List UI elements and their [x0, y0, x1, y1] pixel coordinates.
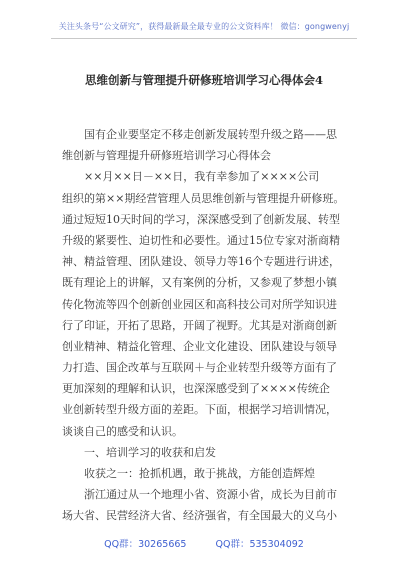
body-text-line: 谈谈自己的感受和认识。: [62, 424, 183, 438]
header-banner: 关注头条号“公文研究”，获得最新最全最专业的公文资料库！ 微信：gongwenyj: [58, 22, 350, 31]
document-body: [62, 124, 352, 527]
footer-qq-group-1: QQ群：30265665: [104, 539, 187, 550]
body-text-line: 组织的第××期经营管理人员思维创新与管理提升研修班。: [62, 191, 345, 205]
body-text-line: 力打造、国企改革与互联网＋与企业转型升级等方面有了: [62, 361, 337, 375]
document-title: 思维创新与管理提升研修班培训学习心得体会4: [85, 73, 323, 87]
body-text-line: 传化物流等四个创新创业园区和高科技公司对所学知识进: [62, 297, 337, 311]
body-text-line: 行了印证，开拓了思路，开阔了视野。尤其是对浙商创新: [62, 318, 337, 332]
footer-qq-group-2: QQ群：535304092: [215, 539, 304, 550]
body-text-line: 神、精益管理、团队建设、领导力等16个专题进行讲述，: [62, 255, 340, 269]
body-text-line: 更加深刻的理解和认识，也深深感受到了××××传统企: [62, 382, 330, 396]
body-text-line: 既有理论上的讲解，又有案例的分析，又参观了梦想小镇: [62, 276, 337, 290]
body-text-line: 通过短短10天时间的学习，深深感受到了创新发展、转型: [62, 212, 340, 226]
body-text-line: 国有企业要坚定不移走创新发展转型升级之路——思: [84, 128, 337, 141]
body-text-line: 维创新与管理提升研修班培训学习心得体会: [62, 149, 271, 163]
body-text-line: 一、培训学习的收获和启发: [84, 445, 216, 459]
body-text-line: 业创新转型升级方面的差距。下面，根据学习培训情况，: [62, 403, 337, 417]
body-text-line: 创业精神、精益化管理、企业文化建设、团队建设与领导: [62, 339, 337, 353]
body-text-line: 收获之一：抢抓机遇，敢于挑战，方能创造辉煌: [84, 467, 315, 480]
body-text-line: ××月××日－××日，我有幸参加了××××公司: [84, 170, 320, 184]
body-text-line: 浙江通过从一个地理小省、资源小省，成长为目前市: [84, 488, 337, 502]
body-text-line: 场大省、民营经济大省、经济强省，有全国最大的义乌小: [62, 509, 337, 523]
header-divider: [51, 38, 357, 39]
body-text-line: 升级的紧要性、迫切性和必要性。通过15位专家对浙商精: [62, 233, 340, 247]
footer: [0, 536, 408, 550]
